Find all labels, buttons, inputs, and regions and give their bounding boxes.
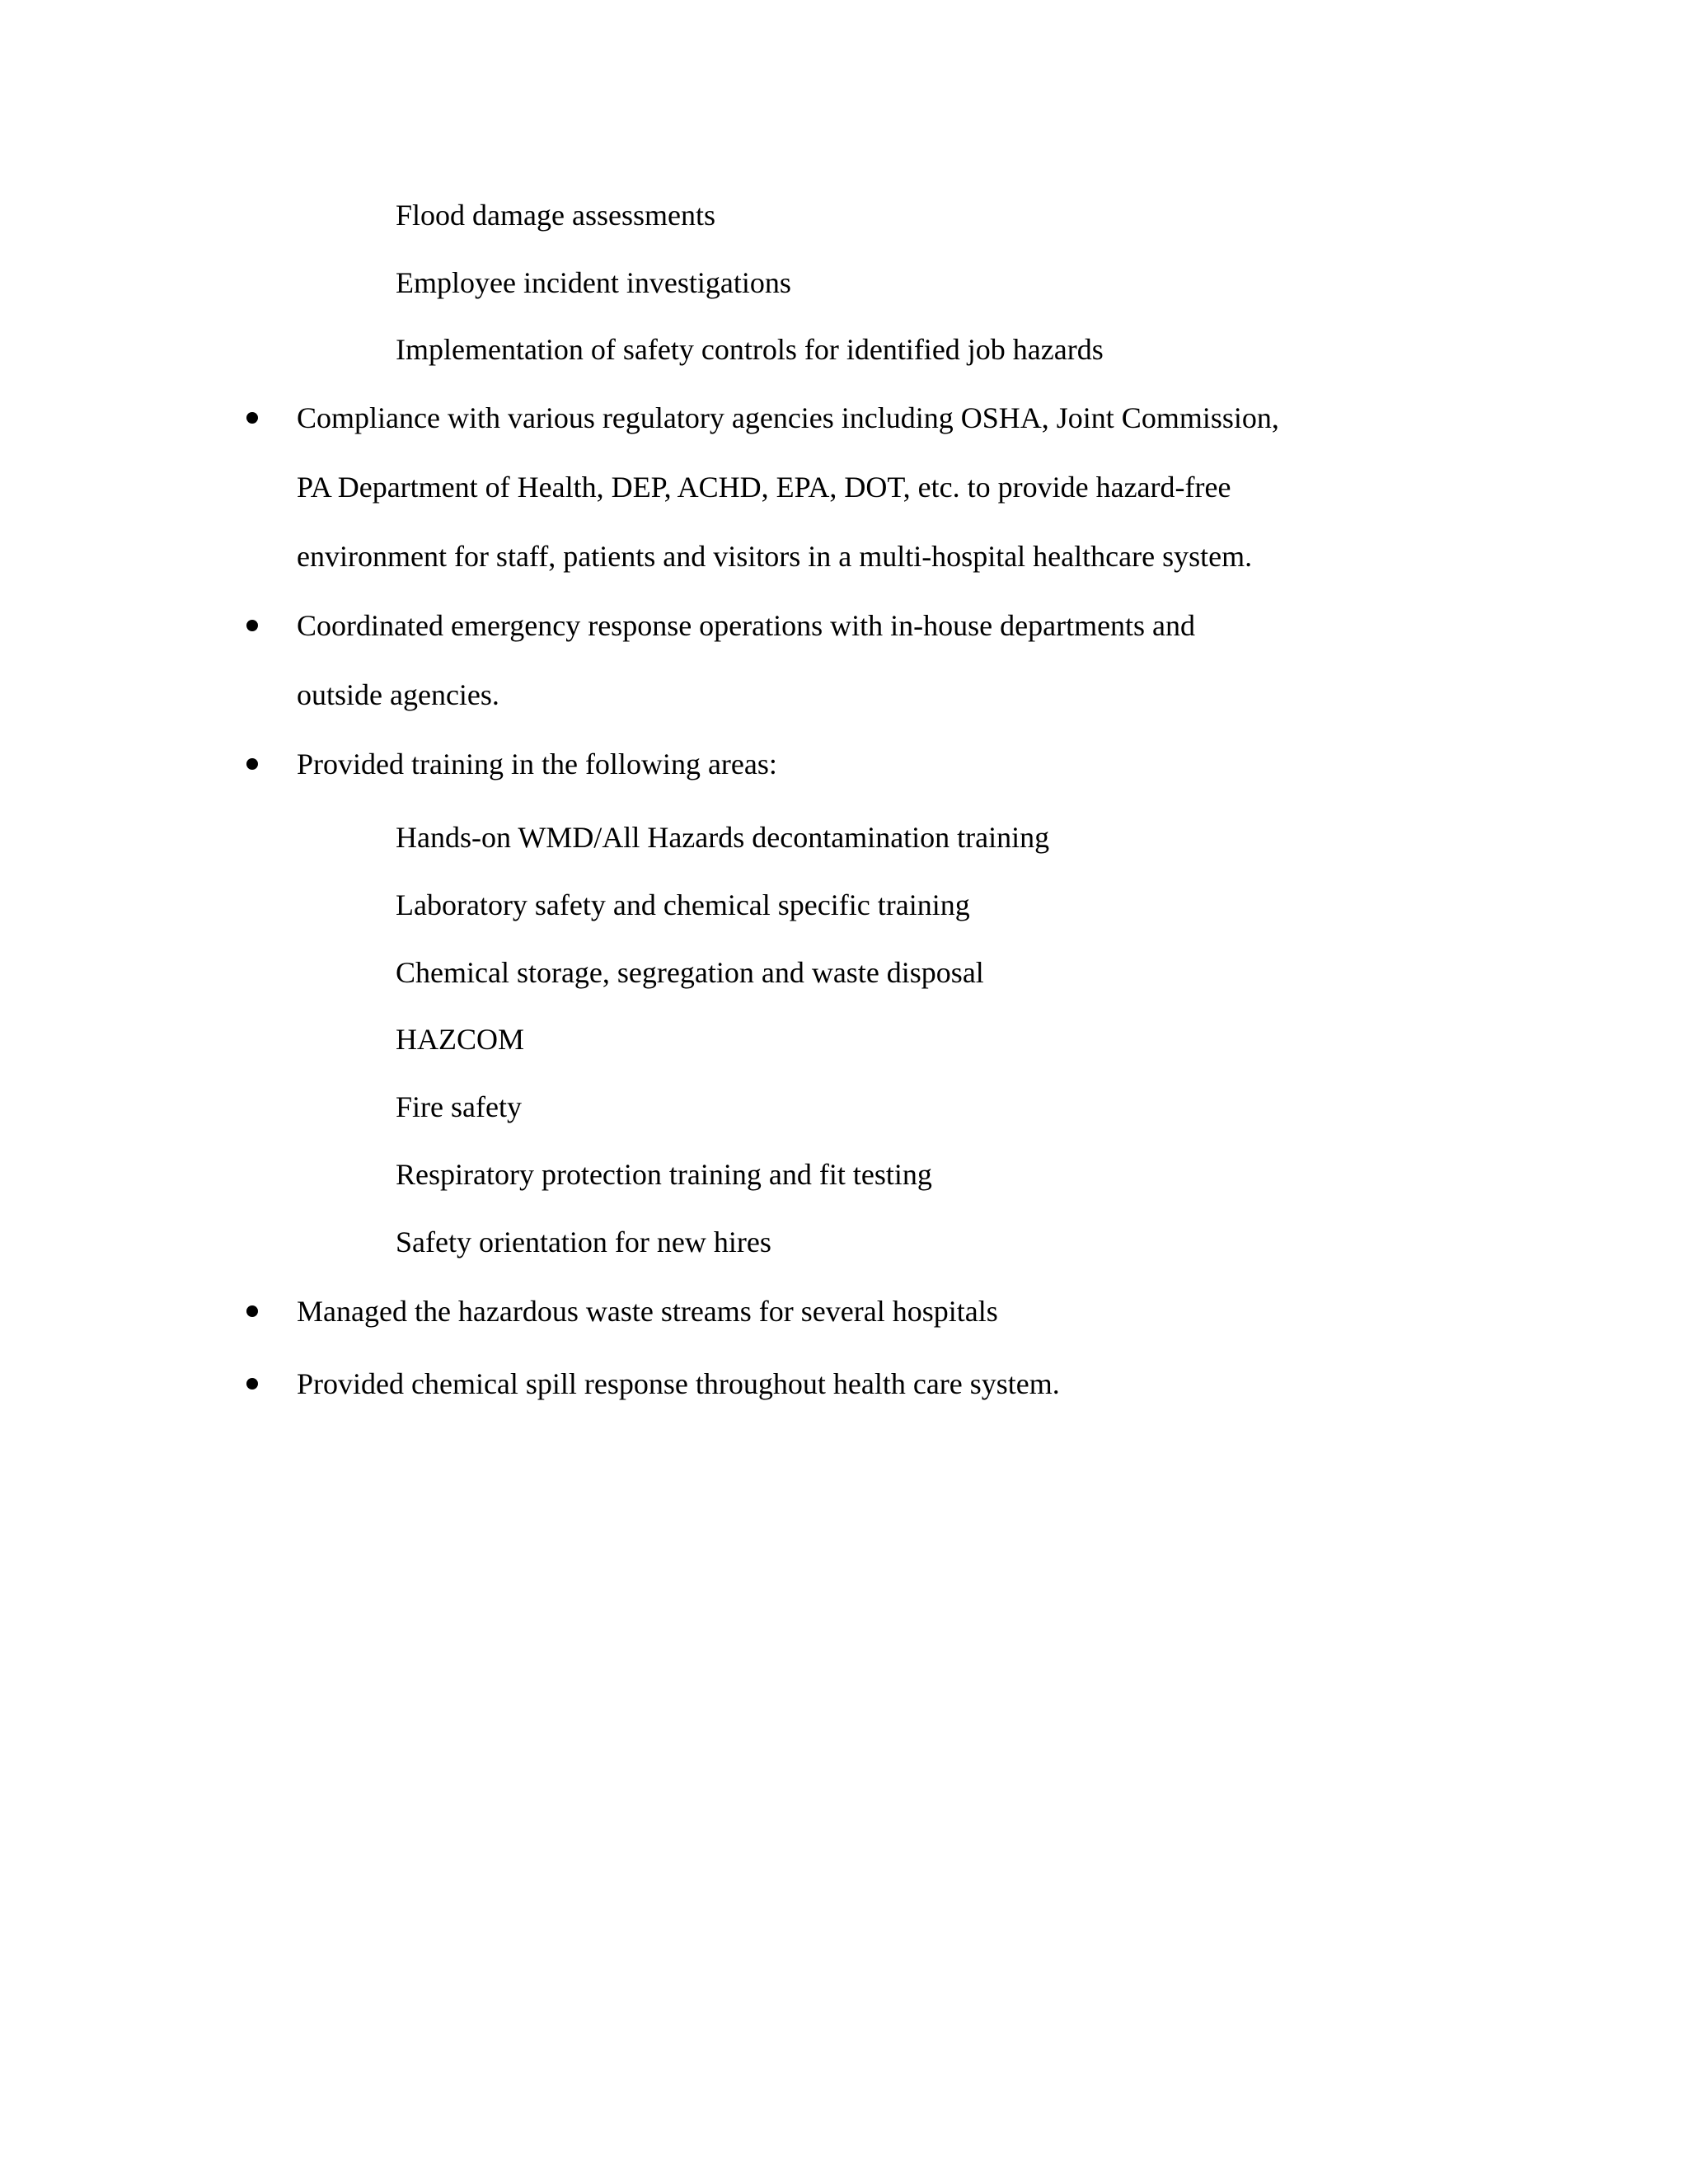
sub-item: Chemical storage, segregation and waste disposal (396, 956, 984, 989)
bullet-icon (246, 1378, 258, 1390)
sub-item: Flood damage assessments (396, 199, 715, 232)
sub-item: Safety orientation for new hires (396, 1226, 771, 1258)
bullet-icon (246, 1305, 258, 1317)
bullet-text-line: Compliance with various regulatory agencies including OSHA, Joint Commission, (297, 401, 1279, 434)
sub-item: Implementation of safety controls for identified job hazards (396, 333, 1104, 366)
sub-item: Fire safety (396, 1090, 522, 1123)
bullet-text-line: Managed the hazardous waste streams for several hospitals (297, 1295, 998, 1328)
bullet-text-line: outside agencies. (297, 678, 499, 711)
bullet-icon (246, 620, 258, 631)
bullet-icon (246, 412, 258, 424)
bullet-text-line: PA Department of Health, DEP, ACHD, EPA, DOT, etc. to provide hazard-free (297, 471, 1231, 504)
bullet-text-line: Provided training in the following areas: (297, 748, 777, 780)
sub-item: Hands-on WMD/All Hazards decontamination training (396, 821, 1050, 854)
bullet-icon (246, 758, 258, 770)
sub-item: Respiratory protection training and fit testing (396, 1158, 932, 1191)
sub-item: Employee incident investigations (396, 266, 791, 299)
sub-item: HAZCOM (396, 1023, 525, 1056)
bullet-text-line: Coordinated emergency response operations with in-house departments and (297, 609, 1196, 642)
bullet-text-line: Provided chemical spill response throughout health care system. (297, 1367, 1060, 1400)
bullet-text-line: environment for staff, patients and visitors in a multi-hospital healthcare system. (297, 540, 1253, 573)
sub-item: Laboratory safety and chemical specific training (396, 888, 970, 921)
